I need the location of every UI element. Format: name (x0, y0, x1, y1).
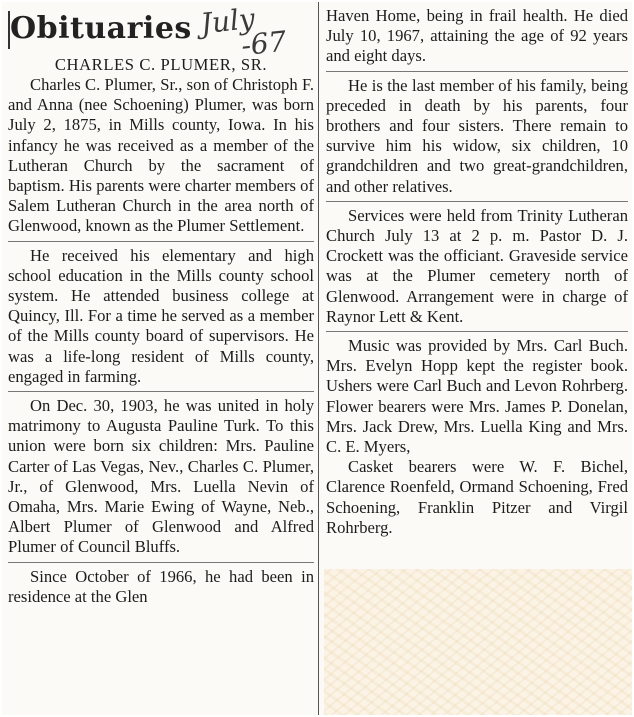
section-title: Obituaries (10, 11, 192, 46)
right-column (326, 6, 628, 538)
handwritten-year: -67 (239, 24, 288, 63)
paragraph-music: Music was provided by Mrs. Carl Buch. Mrs. Evelyn Hopp kept the register book. Ushers were Carl Buch and Levon Rohrberg. Flower bearers were Mrs. James P. Donelan, Mrs. Jack Drew, Mrs. Luella King and Mrs. C. E. Myers, (326, 336, 628, 457)
paragraph-separator (326, 71, 628, 72)
column-divider (318, 2, 319, 715)
left-column (8, 1, 314, 607)
paragraph-survivors: He is the last member of his family, being preceded in death by his parents, four brothers and four sisters. There remain to survive him his widow, six children, 10 grandchildren and two great-grandchildren, and other relatives. (326, 75, 628, 196)
paragraph-marriage: On Dec. 30, 1903, he was united in holy matrimony to Augusta Pauline Turk. To this union were born six children: Mrs. Pauline Carter of Las Vegas, Nev., Charles C. Plumer, Jr., of Glenwood, Mrs. Luella Nevin of Omaha, Mrs. Marie Ewing of Wayne, Neb., Albert Plumer of Glenwood and Alfred Plumer of Council Bluffs. (8, 396, 314, 557)
paragraph-residence: Since October of 1966, he had been in residence at the Glen (8, 566, 314, 606)
masthead (8, 1, 314, 63)
handwritten-month: July (199, 1, 257, 41)
background-paper-texture (324, 569, 632, 715)
paragraph-education: He received his elementary and high school education in the Mills county school system. He attended business college at Quincy, Ill. For a time he served as a member of the Mills county board of supervisors. He was a life-long resident of Mills county, engaged in farming. (8, 245, 314, 386)
paragraph-separator (326, 201, 628, 202)
paragraph-separator (8, 562, 314, 563)
paragraph-separator (8, 391, 314, 392)
paragraph-birth: Charles C. Plumer, Sr., son of Christoph F. and Anna (nee Schoening) Plumer, was born July 2, 1875, in Mills county, Iowa. In his infancy he was received as a member of the Lutheran Church by the sacrament of baptism. His parents were charter members of Salem Lutheran Church in the area north of Glenwood, known as the Plumer Settlement. (8, 75, 314, 236)
obituary-heading: CHARLES C. PLUMER, SR. (54, 55, 268, 74)
paragraph-separator (8, 241, 314, 242)
paragraph-services: Services were held from Trinity Lutheran Church July 13 at 2 p. m. Pastor D. J. Crockett was the officiant. Graveside service was at the Plumer cemetery north of Glenwood. Arrangement were in charge of Raynor Lett & Kent. (326, 205, 628, 326)
paragraph-casket-bearers: Casket bearers were W. F. Bichel, Clarence Roenfeld, Ormand Schoening, Fred Schoening, Franklin Pitzer and Virgil Rohrberg. (326, 457, 628, 537)
paragraph-death: Haven Home, being in frail health. He died July 10, 1967, attaining the age of 92 years and eight days. (326, 6, 628, 66)
paragraph-separator (326, 331, 628, 332)
handwritten-date-note (199, 1, 287, 65)
newspaper-clipping (2, 2, 632, 715)
